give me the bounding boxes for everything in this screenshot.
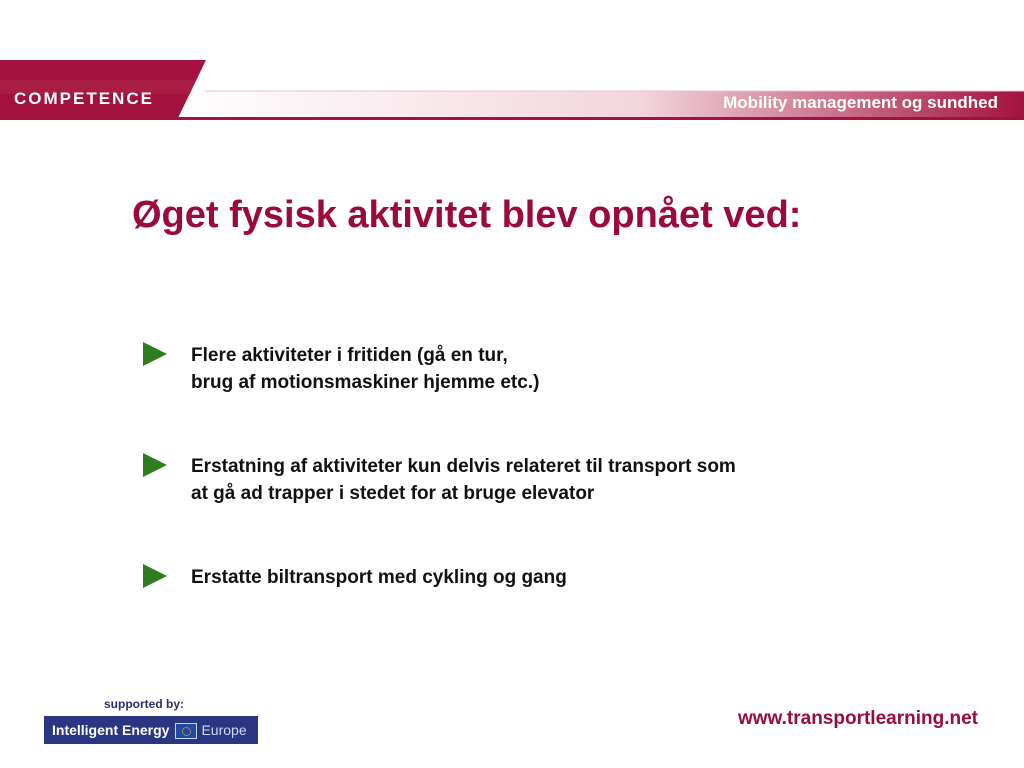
- bullet-line: Erstatning af aktiviteter kun delvis relateret til transport som: [191, 456, 736, 477]
- arrow-right-icon: [143, 342, 167, 366]
- competence-logo: COMPETENCE: [14, 89, 154, 108]
- intelligent-energy-europe-logo: [44, 716, 258, 744]
- bullet-line: brug af motionsmaskiner hjemme etc.): [191, 372, 540, 393]
- website-link[interactable]: www.transportlearning.net: [738, 708, 978, 729]
- bullet-line: Flere aktiviteter i fritiden (gå en tur,: [191, 345, 508, 366]
- arrow-right-icon: [143, 564, 167, 588]
- arrow-right-icon: [143, 453, 167, 477]
- bullet-line: Erstatte biltransport med cykling og gang: [191, 567, 567, 588]
- bullet-line: at gå ad trapper i stedet for at bruge elevator: [191, 483, 595, 504]
- supported-by-label: supported by:: [104, 697, 184, 711]
- header-title: Mobility management og sundhed: [723, 93, 998, 112]
- badge-right-text: Europe: [201, 722, 247, 738]
- bullet-text: [191, 564, 567, 591]
- bullet-text: [191, 342, 539, 396]
- page-title: Øget fysisk aktivitet blev opnået ved:: [132, 194, 802, 236]
- eu-flag-icon: [175, 723, 197, 739]
- badge-left-text: Intelligent Energy: [52, 722, 170, 738]
- bullet-text: [191, 453, 736, 507]
